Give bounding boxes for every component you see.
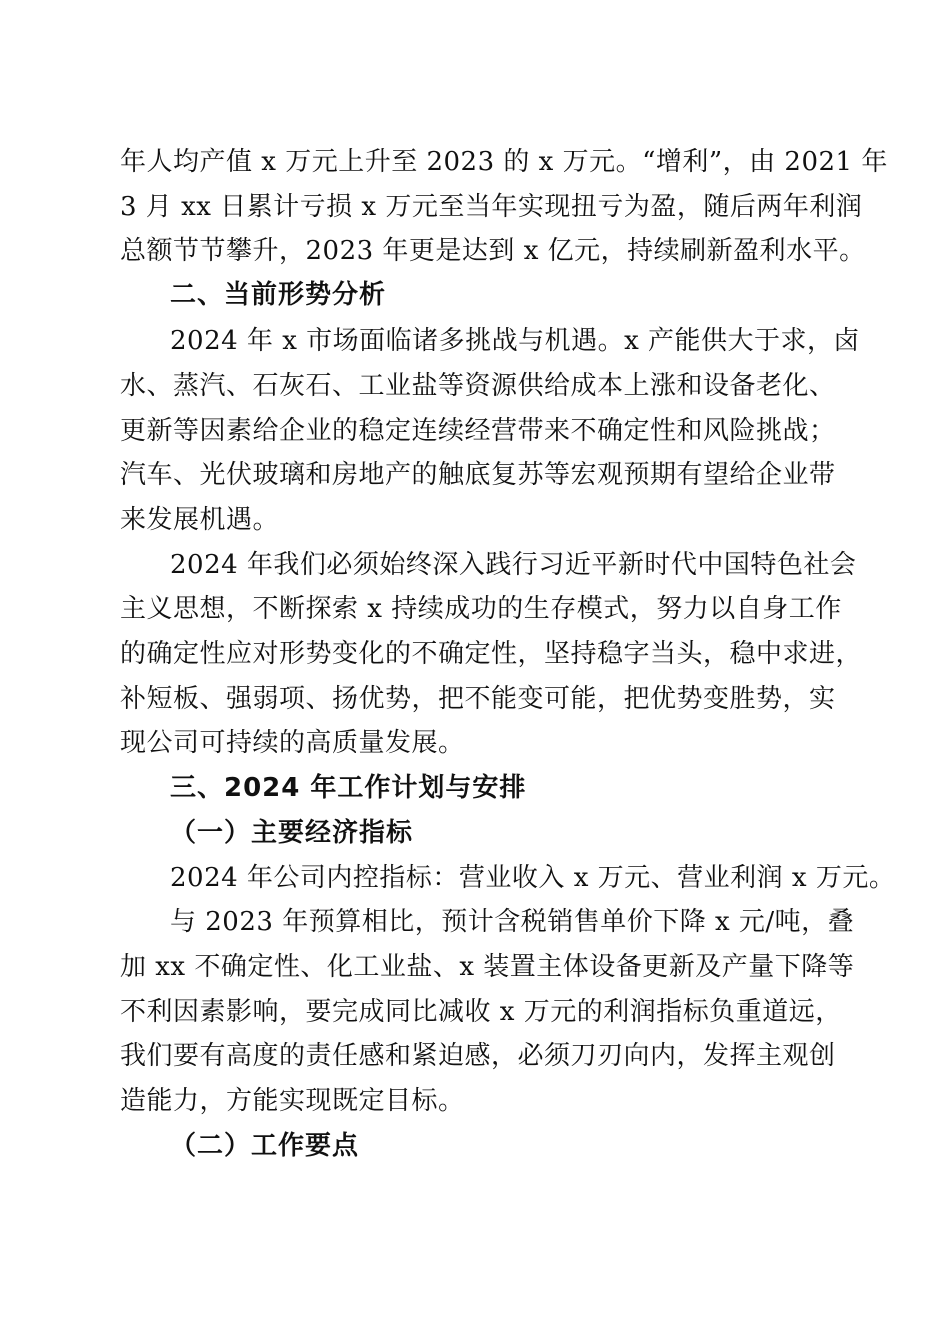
paragraph-line: 更新等因素给企业的稳定连续经营带来不确定性和风险挑战； <box>120 416 836 446</box>
paragraph-line: 来发展机遇。 <box>120 505 280 535</box>
paragraph-line: 加 xx 不确定性、化工业盐、x 装置主体设备更新及产量下降等 <box>120 952 855 982</box>
section-heading: 二、当前形势分析 <box>170 280 387 310</box>
subsection-heading: （二）工作要点 <box>170 1131 360 1161</box>
paragraph-line: 2024 年 x 市场面临诸多挑战与机遇。x 产能供大于求，卤 <box>170 326 861 356</box>
paragraph-line: 补短板、强弱项、扬优势，把不能变可能，把优势变胜势，实 <box>120 684 836 714</box>
paragraph-line: 2024 年公司内控指标：营业收入 x 万元、营业利润 x 万元。 <box>170 863 896 893</box>
paragraph-line: 与 2023 年预算相比，预计含税销售单价下降 x 元/吨，叠 <box>170 907 855 937</box>
paragraph-line: 水、蒸汽、石灰石、工业盐等资源供给成本上涨和设备老化、 <box>120 371 836 401</box>
paragraph-line: 汽车、光伏玻璃和房地产的触底复苏等宏观预期有望给企业带 <box>120 460 836 490</box>
paragraph-line: 主义思想，不断探索 x 持续成功的生存模式，努力以自身工作 <box>120 594 842 624</box>
paragraph-line: 3 月 xx 日累计亏损 x 万元至当年实现扭亏为盈，随后两年利润 <box>120 192 863 222</box>
paragraph-line: 不利因素影响，要完成同比减收 x 万元的利润指标负重道远， <box>120 997 842 1027</box>
paragraph-line: 现公司可持续的高质量发展。 <box>120 728 465 758</box>
paragraph-line: 2024 年我们必须始终深入践行习近平新时代中国特色社会 <box>170 550 857 580</box>
subsection-heading: （一）主要经济指标 <box>170 818 414 848</box>
paragraph-line: 造能力，方能实现既定目标。 <box>120 1086 465 1116</box>
paragraph-line: 我们要有高度的责任感和紧迫感，必须刀刃向内，发挥主观创 <box>120 1041 836 1071</box>
paragraph-line: 总额节节攀升，2023 年更是达到 x 亿元，持续刷新盈利水平。 <box>120 236 866 266</box>
section-heading: 三、2024 年工作计划与安排 <box>170 773 527 803</box>
paragraph-line: 的确定性应对形势变化的不确定性，坚持稳字当头，稳中求进， <box>120 639 863 669</box>
paragraph-line: 年人均产值 x 万元上升至 2023 的 x 万元。“增利”，由 2021 年 <box>120 147 888 177</box>
